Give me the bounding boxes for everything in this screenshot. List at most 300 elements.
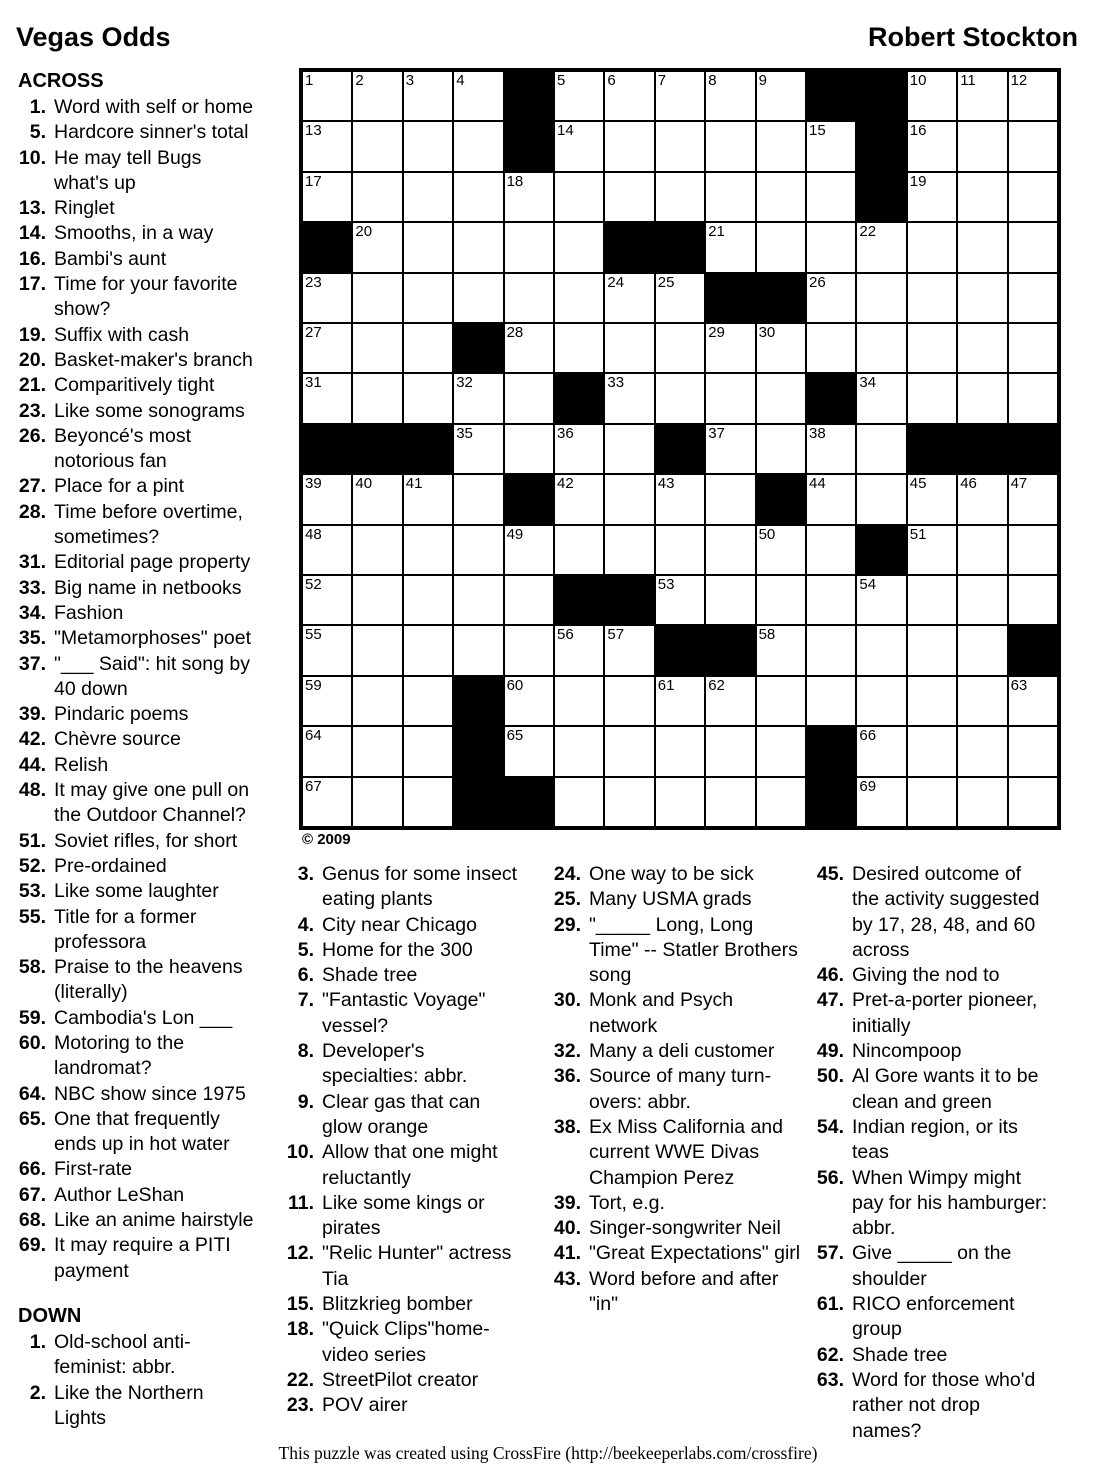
grid-cell[interactable] [403, 373, 453, 423]
grid-cell[interactable] [1008, 71, 1058, 121]
grid-cell[interactable] [705, 323, 755, 373]
clue-text: Old-school anti-feminist: abbr. [54, 1330, 191, 1379]
grid-cell[interactable] [1008, 172, 1058, 222]
grid-cell[interactable] [453, 575, 503, 625]
grid-cell[interactable] [856, 222, 906, 272]
grid-cell[interactable] [352, 121, 402, 171]
grid-cell[interactable] [756, 777, 806, 827]
grid-cell[interactable] [453, 373, 503, 423]
grid-cell[interactable] [453, 424, 503, 474]
grid-cell[interactable] [1008, 676, 1058, 726]
grid-cell[interactable] [604, 525, 654, 575]
grid-cell[interactable] [554, 676, 604, 726]
grid-cell[interactable] [604, 323, 654, 373]
grid-cell[interactable] [907, 222, 957, 272]
grid-cell[interactable] [907, 273, 957, 323]
grid-cell[interactable] [302, 726, 352, 776]
grid-cell[interactable] [806, 323, 856, 373]
clue-item [10, 1183, 270, 1208]
grid-cell[interactable] [453, 71, 503, 121]
grid-cell[interactable] [403, 222, 453, 272]
left-clue-column [10, 68, 270, 1431]
grid-cell[interactable] [907, 676, 957, 726]
grid-cell[interactable] [705, 525, 755, 575]
grid-cell[interactable] [302, 172, 352, 222]
clue-item [10, 348, 270, 373]
grid-cell[interactable] [957, 172, 1007, 222]
grid-cell[interactable] [655, 323, 705, 373]
clue-text: Give _____ on the shoulder [852, 1242, 1012, 1290]
clue-number: 38. [553, 1115, 581, 1138]
grid-cell[interactable] [655, 172, 705, 222]
grid-cell[interactable] [806, 676, 856, 726]
grid-cell[interactable] [756, 172, 806, 222]
grid-cell[interactable] [957, 222, 1007, 272]
grid-cell[interactable] [504, 222, 554, 272]
grid-cell[interactable] [352, 777, 402, 827]
grid-cell[interactable] [856, 777, 906, 827]
grid-cell[interactable] [957, 121, 1007, 171]
clue-item [546, 887, 805, 912]
clue-text: Big name in netbooks [54, 576, 242, 599]
clue-item [546, 1267, 805, 1318]
black-cell [302, 222, 352, 272]
clue-item [282, 1191, 520, 1242]
grid-cell[interactable] [403, 121, 453, 171]
grid-cell[interactable] [655, 726, 705, 776]
grid-cell[interactable] [554, 273, 604, 323]
grid-cell[interactable] [705, 424, 755, 474]
grid-cell[interactable] [302, 575, 352, 625]
grid-cell[interactable] [756, 726, 806, 776]
grid-cell[interactable] [756, 121, 806, 171]
grid-cell[interactable] [907, 625, 957, 675]
clue-text: Giving the nod to [852, 964, 1000, 987]
grid-cell[interactable] [856, 625, 906, 675]
grid-cell[interactable] [554, 525, 604, 575]
clue-item [282, 963, 520, 988]
grid-cell[interactable] [403, 525, 453, 575]
grid-cell[interactable] [806, 625, 856, 675]
clue-text: Hardcore sinner's total [54, 121, 249, 144]
grid-cell[interactable] [957, 474, 1007, 524]
clue-number: 44. [18, 753, 46, 776]
grid-cell[interactable] [655, 71, 705, 121]
grid-cell[interactable] [705, 474, 755, 524]
clue-item [282, 913, 520, 938]
clue-number: 26. [18, 424, 46, 447]
grid-cell[interactable] [554, 777, 604, 827]
clue-item [10, 955, 270, 1006]
grid-cell[interactable] [1008, 273, 1058, 323]
grid-cell[interactable] [604, 676, 654, 726]
grid-cell[interactable] [907, 172, 957, 222]
clue-item [10, 500, 270, 551]
clue-number: 61. [816, 1293, 844, 1316]
grid-cell[interactable] [403, 172, 453, 222]
clue-item [810, 862, 1050, 963]
grid-cell[interactable] [806, 474, 856, 524]
clue-text: Many a deli customer [589, 1040, 775, 1063]
grid-cell[interactable] [302, 71, 352, 121]
clue-text: "_____ Long, Long Time" -- Statler Brothers song [589, 913, 798, 987]
grid-cell[interactable] [1008, 373, 1058, 423]
grid-cell[interactable] [302, 676, 352, 726]
grid-cell[interactable] [453, 474, 503, 524]
grid-cell[interactable] [1008, 121, 1058, 171]
clue-item [546, 1039, 805, 1064]
clue-item [10, 626, 270, 651]
grid-cell[interactable] [705, 777, 755, 827]
grid-cell[interactable] [352, 71, 402, 121]
grid-cell[interactable] [352, 172, 402, 222]
grid-cell[interactable] [806, 273, 856, 323]
black-cell [453, 726, 503, 776]
grid-cell[interactable] [957, 777, 1007, 827]
grid-cell[interactable] [1008, 575, 1058, 625]
clue-number: 35. [18, 627, 46, 650]
grid-cell[interactable] [403, 273, 453, 323]
clue-text: Time for your favorite show? [54, 273, 238, 321]
clue-item [546, 1241, 805, 1266]
grid-cell[interactable] [907, 777, 957, 827]
grid-cell[interactable] [756, 676, 806, 726]
clue-text: Relish [54, 753, 109, 776]
grid-cell[interactable] [907, 121, 957, 171]
clue-item [10, 95, 270, 120]
cell-number: 18 [506, 172, 524, 190]
clue-text: Clear gas that can glow orange [322, 1090, 481, 1138]
grid-cell[interactable] [604, 71, 654, 121]
grid-cell[interactable] [756, 71, 806, 121]
clue-item [282, 862, 520, 913]
grid-cell[interactable] [856, 474, 906, 524]
cell-number: 60 [506, 676, 524, 694]
grid-cell[interactable] [302, 273, 352, 323]
clue-item [10, 1233, 270, 1284]
clue-text: Beyoncé's most notorious fan [54, 424, 192, 473]
grid-cell[interactable] [907, 575, 957, 625]
cell-number: 58 [758, 626, 776, 644]
grid-cell[interactable] [352, 373, 402, 423]
cell-number: 12 [1010, 72, 1028, 89]
clue-text: Like an anime hairstyle [54, 1209, 254, 1232]
grid-cell[interactable] [856, 424, 906, 474]
clue-item [10, 778, 270, 829]
clue-item [810, 963, 1050, 988]
grid-cell[interactable] [806, 121, 856, 171]
grid-cell[interactable] [1008, 777, 1058, 827]
grid-cell[interactable] [554, 625, 604, 675]
cell-number: 33 [607, 374, 625, 392]
grid-cell[interactable] [957, 71, 1007, 121]
grid-cell[interactable] [907, 474, 957, 524]
grid-cell[interactable] [352, 273, 402, 323]
clue-number: 4. [297, 913, 314, 936]
grid-cell[interactable] [756, 323, 806, 373]
clue-item [10, 702, 270, 727]
clue-number: 23. [286, 1394, 314, 1417]
grid-cell[interactable] [1008, 726, 1058, 776]
black-cell [756, 273, 806, 323]
grid-cell[interactable] [756, 424, 806, 474]
grid-cell[interactable] [957, 273, 1007, 323]
grid-cell[interactable] [856, 676, 906, 726]
clue-number: 43. [553, 1267, 581, 1290]
cell-number: 32 [456, 374, 473, 392]
clue-number: 60. [18, 1031, 46, 1054]
cell-number: 30 [758, 324, 776, 341]
clue-item [10, 323, 270, 348]
grid-cell[interactable] [403, 474, 453, 524]
clue-number: 37. [18, 652, 46, 675]
grid-cell[interactable] [504, 625, 554, 675]
grid-cell[interactable] [504, 373, 554, 423]
grid-cell[interactable] [302, 525, 352, 575]
grid-cell[interactable] [352, 575, 402, 625]
clue-item [810, 1241, 1050, 1292]
grid-cell[interactable] [352, 625, 402, 675]
grid-cell[interactable] [554, 424, 604, 474]
grid-cell[interactable] [352, 474, 402, 524]
grid-cell[interactable] [453, 172, 503, 222]
black-cell [806, 71, 856, 121]
black-cell [504, 777, 554, 827]
grid-cell[interactable] [655, 121, 705, 171]
clue-text: When Wimpy might pay for his hamburger: abbr. [852, 1166, 1048, 1240]
grid-cell[interactable] [403, 71, 453, 121]
grid-cell[interactable] [756, 625, 806, 675]
black-cell [655, 222, 705, 272]
grid-cell[interactable] [352, 222, 402, 272]
grid-cell[interactable] [302, 373, 352, 423]
grid-cell[interactable] [705, 676, 755, 726]
grid-cell[interactable] [302, 474, 352, 524]
grid-cell[interactable] [907, 71, 957, 121]
clue-number: 12. [286, 1242, 314, 1265]
clue-number: 58. [18, 956, 46, 979]
cell-number: 63 [1010, 676, 1028, 694]
black-cell [856, 121, 906, 171]
grid-cell[interactable] [806, 525, 856, 575]
grid-cell[interactable] [756, 525, 806, 575]
grid-cell[interactable] [957, 726, 1007, 776]
cell-number: 13 [305, 122, 322, 140]
grid-cell[interactable] [554, 121, 604, 171]
grid-cell[interactable] [554, 323, 604, 373]
black-cell [705, 625, 755, 675]
grid-cell[interactable] [806, 424, 856, 474]
grid-cell[interactable] [655, 373, 705, 423]
black-cell [604, 222, 654, 272]
grid-cell[interactable] [453, 625, 503, 675]
grid-cell[interactable] [302, 121, 352, 171]
black-cell [806, 726, 856, 776]
grid-cell[interactable] [504, 726, 554, 776]
clue-text: Like the Northern Lights [54, 1381, 204, 1429]
grid-cell[interactable] [453, 273, 503, 323]
clue-text: Many USMA grads [589, 888, 752, 911]
grid-cell[interactable] [1008, 222, 1058, 272]
clue-item [810, 1064, 1050, 1115]
grid-cell[interactable] [403, 777, 453, 827]
grid-cell[interactable] [856, 726, 906, 776]
grid-cell[interactable] [604, 474, 654, 524]
clue-text: Shade tree [852, 1343, 948, 1366]
clue-item [546, 1216, 805, 1241]
grid-cell[interactable] [604, 726, 654, 776]
grid-cell[interactable] [655, 474, 705, 524]
cell-number: 68 [506, 777, 524, 795]
grid-cell[interactable] [604, 273, 654, 323]
grid-cell[interactable] [554, 474, 604, 524]
clue-item [10, 854, 270, 879]
cell-number: 9 [758, 72, 767, 89]
grid-cell[interactable] [504, 676, 554, 726]
grid-cell[interactable] [352, 323, 402, 373]
black-cell [1008, 424, 1058, 474]
grid-cell[interactable] [604, 777, 654, 827]
grid-cell[interactable] [453, 525, 503, 575]
grid-cell[interactable] [403, 575, 453, 625]
grid-cell[interactable] [352, 726, 402, 776]
clue-number: 46. [816, 964, 844, 987]
clue-text: Smooths, in a way [54, 222, 214, 245]
grid-cell[interactable] [705, 172, 755, 222]
grid-cell[interactable] [705, 71, 755, 121]
grid-cell[interactable] [403, 625, 453, 675]
grid-cell[interactable] [1008, 525, 1058, 575]
grid-cell[interactable] [705, 121, 755, 171]
cell-number: 56 [557, 626, 574, 644]
grid-cell[interactable] [453, 222, 503, 272]
grid-cell[interactable] [957, 575, 1007, 625]
clue-number: 55. [18, 905, 46, 928]
grid-cell[interactable] [655, 525, 705, 575]
grid-cell[interactable] [756, 222, 806, 272]
grid-cell[interactable] [403, 323, 453, 373]
grid-cell[interactable] [907, 525, 957, 575]
grid-cell[interactable] [806, 575, 856, 625]
clue-item [10, 196, 270, 221]
cell-number: 65 [506, 727, 524, 745]
clue-text: Word for those who'd rather not drop names? [852, 1368, 1036, 1442]
grid-cell[interactable] [504, 323, 554, 373]
grid-cell[interactable] [554, 726, 604, 776]
grid-cell[interactable] [604, 172, 654, 222]
grid-cell[interactable] [957, 525, 1007, 575]
grid-cell[interactable] [856, 323, 906, 373]
grid-cell[interactable] [302, 625, 352, 675]
grid-cell[interactable] [655, 575, 705, 625]
clue-text: StreetPilot creator [322, 1368, 479, 1391]
grid-cell[interactable] [352, 676, 402, 726]
grid-cell[interactable] [504, 172, 554, 222]
clue-text: Source of many turn-overs: abbr. [589, 1065, 772, 1113]
clue-text: Indian region, or its teas [852, 1115, 1018, 1164]
grid-cell[interactable] [604, 373, 654, 423]
grid-cell[interactable] [302, 323, 352, 373]
grid-cell[interactable] [756, 575, 806, 625]
grid-cell[interactable] [504, 424, 554, 474]
grid-cell[interactable] [856, 373, 906, 423]
grid-cell[interactable] [856, 273, 906, 323]
clue-number: 17. [18, 273, 46, 296]
clue-text: Place for a pint [54, 475, 185, 498]
clue-item [810, 1039, 1050, 1064]
cell-number: 40 [355, 475, 373, 493]
clue-item [10, 550, 270, 575]
grid-cell[interactable] [907, 726, 957, 776]
clue-number: 10. [286, 1141, 314, 1164]
grid-cell[interactable] [957, 323, 1007, 373]
grid-cell[interactable] [907, 323, 957, 373]
grid-cell[interactable] [856, 575, 906, 625]
grid-cell[interactable] [806, 222, 856, 272]
grid-cell[interactable] [1008, 323, 1058, 373]
grid-cell[interactable] [403, 726, 453, 776]
clue-number: 57. [816, 1242, 844, 1265]
cell-number: 23 [305, 273, 322, 291]
grid-cell[interactable] [957, 373, 1007, 423]
clue-text: Word with self or home [54, 96, 254, 118]
clue-item [810, 1292, 1050, 1343]
grid-cell[interactable] [604, 625, 654, 675]
grid-cell[interactable] [453, 121, 503, 171]
clue-number: 39. [553, 1191, 581, 1214]
black-cell [504, 121, 554, 171]
cell-number: 31 [305, 374, 322, 392]
grid-cell[interactable] [1008, 474, 1058, 524]
clue-text: RICO enforcement group [852, 1293, 1015, 1341]
grid-cell[interactable] [957, 676, 1007, 726]
clue-number: 21. [18, 374, 46, 397]
cell-number: 16 [909, 122, 927, 140]
grid-cell[interactable] [352, 525, 402, 575]
grid-cell[interactable] [655, 777, 705, 827]
cell-number: 26 [809, 273, 826, 291]
grid-cell[interactable] [604, 424, 654, 474]
grid-cell[interactable] [504, 273, 554, 323]
clue-item [10, 272, 270, 323]
clue-text: Like some sonograms [54, 399, 245, 422]
grid-cell[interactable] [655, 676, 705, 726]
grid-cell[interactable] [705, 575, 755, 625]
clue-text: Singer-songwriter Neil [589, 1217, 781, 1240]
grid-cell[interactable] [756, 373, 806, 423]
grid-cell[interactable] [554, 71, 604, 121]
grid-cell[interactable] [554, 222, 604, 272]
grid-cell[interactable] [504, 525, 554, 575]
grid-cell[interactable] [504, 575, 554, 625]
clue-text: Nincompoop [852, 1040, 962, 1063]
grid-cell[interactable] [806, 172, 856, 222]
grid-cell[interactable] [302, 777, 352, 827]
grid-cell[interactable] [907, 373, 957, 423]
grid-cell[interactable] [957, 625, 1007, 675]
grid-cell[interactable] [705, 373, 755, 423]
grid-cell[interactable] [705, 726, 755, 776]
black-cell [705, 273, 755, 323]
grid-cell[interactable] [655, 273, 705, 323]
grid-cell[interactable] [705, 222, 755, 272]
clue-item [10, 1031, 270, 1082]
grid-cell[interactable] [403, 676, 453, 726]
grid-cell[interactable] [604, 121, 654, 171]
clue-item [10, 1330, 270, 1381]
clue-number: 33. [18, 576, 46, 599]
grid-cell[interactable] [554, 172, 604, 222]
